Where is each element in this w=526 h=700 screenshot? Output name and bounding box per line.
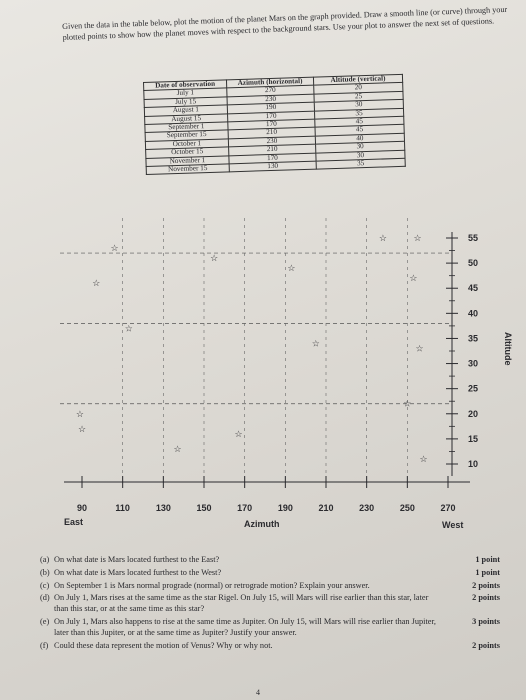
question-text: On September 1 is Mars normal prograde (normal) or retrograde motion? Explain your answer.	[54, 580, 370, 590]
star-icon: ☆	[110, 243, 119, 254]
star-icon: ☆	[173, 443, 182, 454]
altitude-cell: 20	[314, 83, 403, 94]
background-stars	[76, 233, 428, 464]
column-header-date: Date of observation	[144, 80, 227, 91]
star-icon: ☆	[124, 323, 133, 334]
star-icon: ☆	[415, 343, 424, 354]
question-label: (a)	[40, 555, 50, 564]
altitude-cell: 30	[314, 100, 403, 111]
dashed-guide-lines	[60, 218, 452, 482]
x-tick-label: 170	[237, 503, 253, 513]
azimuth-cell: 190	[227, 102, 314, 113]
x-tick-label: 270	[440, 503, 456, 513]
question-text: On what date is Mars located furthest to the East?	[54, 555, 220, 564]
altitude-cell: 25	[314, 91, 403, 102]
mars-motion-chart	[0, 200, 526, 545]
x-axis-title: Azimuth	[244, 519, 280, 529]
star-icon: ☆	[419, 453, 428, 464]
question-item	[40, 568, 500, 579]
x-tick-label: 230	[359, 503, 375, 513]
star-icon: ☆	[75, 408, 85, 419]
question-points: 2 points	[472, 593, 500, 603]
date-cell: November 15	[146, 164, 229, 175]
y-tick-label: 30	[468, 358, 479, 369]
question-text: On what date is Mars located furthest to the West?	[54, 567, 222, 577]
altitude-cell: 40	[315, 133, 404, 144]
question-points: 1 point	[475, 555, 500, 564]
x-axis-right-label: West	[442, 520, 464, 530]
y-tick-label: 20	[468, 408, 479, 419]
altitude-cell: 45	[315, 125, 404, 136]
y-tick-label: 35	[468, 333, 479, 344]
date-cell: July 1	[144, 88, 227, 99]
x-tick-label: 130	[155, 503, 171, 513]
question-item	[40, 593, 500, 615]
azimuth-cell: 210	[229, 144, 316, 155]
column-header-azimuth: Azimuth (horizontal)	[226, 77, 313, 88]
question-label: (b)	[40, 567, 50, 577]
question-label: (f)	[40, 640, 49, 650]
question-points: 2 points	[472, 640, 500, 650]
y-tick-label: 40	[468, 308, 479, 319]
altitude-cell: 30	[316, 150, 405, 161]
question-text: On July 1, Mars also happens to rise at the same time as Jupiter. On July 15, will Mars will rise earlier than Jupiter, later than this Jupiter, or at the same time as Jupiter? Justify your answer.	[54, 616, 436, 637]
star-icon: ☆	[210, 253, 219, 264]
x-axis-left-label: East	[64, 517, 84, 527]
column-header-altitude: Altitude (vertical)	[313, 74, 402, 85]
azimuth-cell: 130	[229, 161, 316, 172]
altitude-cell: 45	[315, 116, 404, 127]
question-list	[40, 555, 500, 653]
star-icon: ☆	[413, 233, 422, 243]
azimuth-cell: 170	[228, 119, 315, 130]
y-tick-label: 25	[468, 383, 479, 394]
question-points: 2 points	[472, 580, 500, 590]
date-cell: July 15	[144, 97, 227, 108]
star-icon: ☆	[287, 263, 296, 274]
x-tick-label: 90	[76, 503, 88, 513]
date-cell: September 1	[145, 122, 228, 133]
azimuth-cell: 270	[227, 86, 314, 97]
y-axis-title: Altitude	[503, 332, 513, 366]
question-item	[40, 641, 500, 652]
x-tick-label: 250	[399, 503, 415, 513]
azimuth-cell: 170	[229, 153, 316, 164]
star-icon: ☆	[92, 278, 101, 289]
observation-table	[143, 74, 406, 176]
table-body	[144, 83, 406, 175]
date-cell: October 1	[145, 139, 228, 150]
date-cell: August 1	[144, 105, 227, 116]
question-label: (c)	[40, 580, 50, 590]
x-tick-label: 110	[115, 503, 130, 513]
x-tick-label: 150	[196, 503, 212, 513]
date-cell: August 15	[145, 113, 228, 124]
altitude-cell: 30	[316, 142, 405, 153]
question-text: Could these data represent the motion of Venus? Why or why not.	[54, 640, 273, 650]
question-points: 1 point	[475, 567, 500, 577]
star-icon: ☆	[403, 398, 412, 409]
y-tick-label: 45	[468, 283, 479, 294]
question-points: 3 points	[472, 616, 500, 626]
y-tick-label: 10	[468, 459, 479, 469]
page-number: 4	[256, 688, 260, 697]
question-label: (e)	[40, 616, 50, 626]
y-tick-label: 50	[468, 258, 479, 269]
star-icon: ☆	[234, 428, 243, 439]
x-tick-label: 190	[277, 503, 293, 513]
azimuth-cell: 210	[228, 128, 315, 139]
question-label: (d)	[40, 593, 50, 603]
star-icon: ☆	[311, 338, 320, 349]
y-tick-label: 55	[468, 233, 479, 243]
star-icon: ☆	[409, 273, 418, 284]
date-cell: November 1	[146, 155, 229, 166]
azimuth-cell: 170	[228, 111, 315, 122]
star-icon: ☆	[378, 233, 387, 243]
instructions-text: Given the data in the table below, plot the motion of the planet Mars on the graph provided. Draw a smooth line (or curve) through your plotted points to show how the planet moves with respect to the background stars. Use your plot to answer the next set of questions.	[62, 4, 508, 42]
question-item	[40, 581, 500, 592]
date-cell: October 15	[146, 147, 229, 158]
x-tick-label: 210	[318, 503, 334, 513]
question-item	[40, 555, 500, 566]
date-cell: September 15	[145, 130, 228, 141]
azimuth-cell: 230	[227, 94, 314, 105]
question-text: On July 1, Mars rises at the same time as the star Rigel. On July 15, will Mars will rise earlier than this star, later than this star, or at the same time as this star?	[54, 593, 429, 614]
altitude-cell: 35	[316, 158, 405, 169]
azimuth-cell: 230	[228, 136, 315, 147]
star-icon: ☆	[77, 423, 87, 434]
y-tick-label: 15	[468, 433, 479, 444]
question-item	[40, 617, 500, 639]
altitude-cell: 35	[314, 108, 403, 119]
